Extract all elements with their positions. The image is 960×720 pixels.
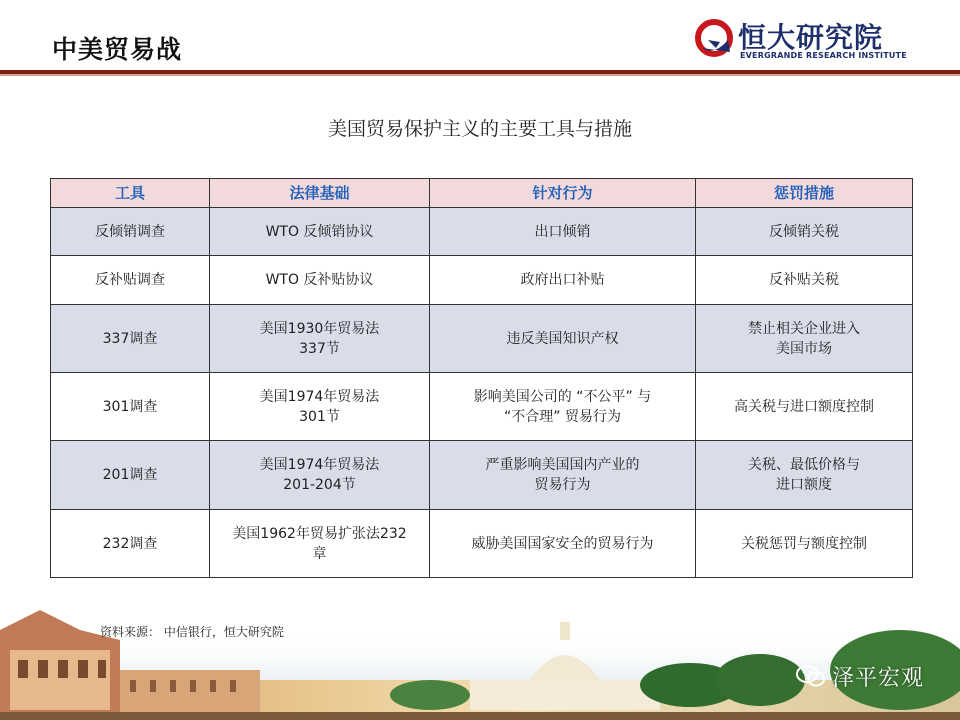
logo-text-en: EVERGRANDE RESEARCH INSTITUTE <box>740 51 907 60</box>
cell-legal-basis: 美国1974年贸易法 201-204节 <box>210 441 430 510</box>
table-row <box>51 305 913 373</box>
table-row <box>51 441 913 510</box>
footer-landscape-image <box>0 600 960 720</box>
cell-target-behavior: 严重影响美国国内产业的 贸易行为 <box>430 441 696 510</box>
cell-penalty: 关税、最低价格与 进口额度 <box>696 441 913 510</box>
cell-tool: 反倾销调查 <box>51 208 210 256</box>
cell-penalty: 禁止相关企业进入 美国市场 <box>696 305 913 373</box>
evergrande-logo <box>694 18 907 62</box>
cell-tool: 201调查 <box>51 441 210 510</box>
wechat-watermark <box>796 661 924 691</box>
cell-tool: 反补贴调查 <box>51 256 210 305</box>
cell-legal-basis: 美国1930年贸易法 337节 <box>210 305 430 373</box>
cell-target-behavior: 政府出口补贴 <box>430 256 696 305</box>
trade-tools-table <box>50 178 913 578</box>
source-note: 资料来源： 中信银行，恒大研究院 <box>100 625 284 639</box>
cell-tool: 232调查 <box>51 510 210 578</box>
cell-tool: 301调查 <box>51 373 210 441</box>
wechat-icon <box>796 663 826 689</box>
cell-penalty: 高关税与进口额度控制 <box>696 373 913 441</box>
cell-legal-basis: WTO 反倾销协议 <box>210 208 430 256</box>
cell-penalty: 关税惩罚与额度控制 <box>696 510 913 578</box>
table-caption: 美国贸易保护主义的主要工具与措施 <box>327 118 632 140</box>
cell-tool: 337调查 <box>51 305 210 373</box>
column-header-target-behavior: 针对行为 <box>430 179 696 208</box>
table-row <box>51 256 913 305</box>
column-header-tool: 工具 <box>51 179 210 208</box>
cell-target-behavior: 威胁美国国家安全的贸易行为 <box>430 510 696 578</box>
cell-target-behavior: 影响美国公司的 “不公平” 与 “不合理” 贸易行为 <box>430 373 696 441</box>
evergrande-logo-icon <box>694 18 734 58</box>
header-divider-accent <box>0 74 960 76</box>
watermark-text: 泽平宏观 <box>832 665 925 691</box>
table-row <box>51 373 913 441</box>
table-row <box>51 510 913 578</box>
cell-penalty: 反补贴关税 <box>696 256 913 305</box>
cell-legal-basis: 美国1962年贸易扩张法232 章 <box>210 510 430 578</box>
cell-legal-basis: WTO 反补贴协议 <box>210 256 430 305</box>
cell-target-behavior: 出口倾销 <box>430 208 696 256</box>
cell-penalty: 反倾销关税 <box>696 208 913 256</box>
logo-text-cn: 恒大研究院 <box>738 21 884 54</box>
cell-legal-basis: 美国1974年贸易法 301节 <box>210 373 430 441</box>
column-header-legal-basis: 法律基础 <box>210 179 430 208</box>
slide-title: 中美贸易战 <box>52 35 183 64</box>
table-header-row <box>51 179 913 208</box>
column-header-penalty: 惩罚措施 <box>696 179 913 208</box>
table-row <box>51 208 913 256</box>
cell-target-behavior: 违反美国知识产权 <box>430 305 696 373</box>
